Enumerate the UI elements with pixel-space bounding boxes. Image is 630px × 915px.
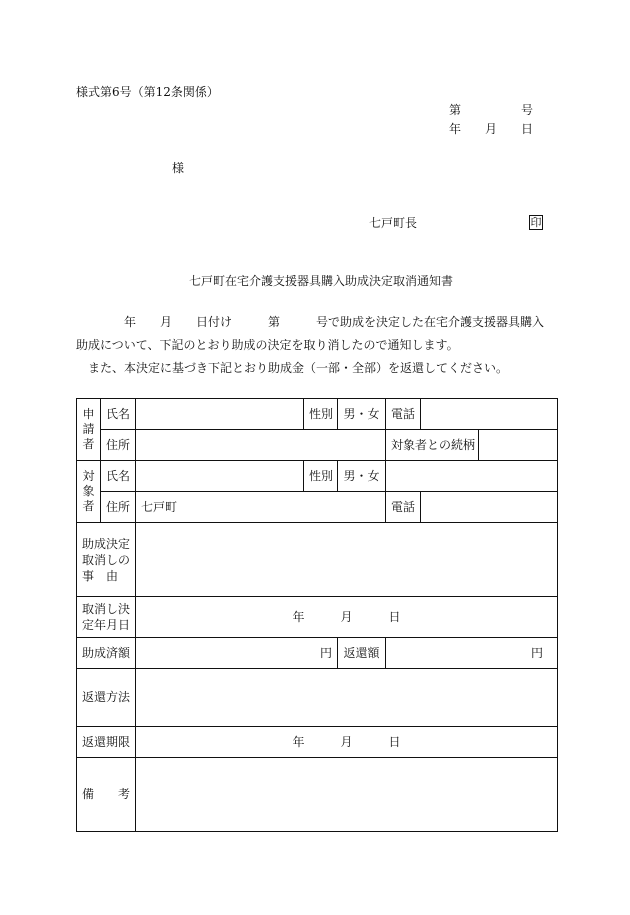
applicant-phone-field[interactable]	[421, 399, 558, 430]
doc-date-day: 日	[521, 122, 534, 136]
refund-label: 返還額	[338, 638, 386, 669]
body-line-1: 年 月 日付け 第 号で助成を決定した在宅介護支援器具購入	[76, 315, 545, 329]
form-number: 様式第6号（第12条関係）	[76, 85, 219, 99]
target-address-field[interactable]: 七戸町	[136, 492, 386, 523]
applicant-gender-label: 性別	[304, 399, 338, 430]
body-line-2: 助成について、下記のとおり助成の決定を取り消したので通知します。	[76, 338, 459, 352]
paid-yen: 円	[319, 645, 332, 660]
target-row-1	[77, 461, 558, 492]
remarks-field[interactable]	[136, 758, 558, 832]
seal-mark: 印	[530, 216, 542, 229]
target-blank-cell	[386, 461, 558, 492]
refund-amount-field[interactable]	[386, 638, 558, 669]
applicant-row-2	[77, 430, 558, 461]
cancel-date-year: 年	[292, 609, 305, 624]
reason-label: 助成決定取消しの事 由	[77, 523, 136, 597]
applicant-gender-options[interactable]: 男・女	[338, 399, 386, 430]
deadline-field[interactable]	[136, 727, 558, 758]
deadline-label: 返還期限	[77, 727, 136, 758]
applicant-phone-label: 電話	[386, 399, 421, 430]
cancel-date-field[interactable]	[136, 597, 558, 638]
target-address-label: 住所	[101, 492, 136, 523]
deadline-year: 年	[292, 734, 305, 749]
method-row	[77, 669, 558, 727]
applicant-name-field[interactable]	[136, 399, 304, 430]
doc-date-year: 年	[449, 122, 462, 136]
body-line-3: また、本決定に基づき下記とおり助成金（一部・全部）を返還してください。	[76, 361, 509, 375]
target-phone-label: 電話	[386, 492, 421, 523]
applicant-group-label: 申請者	[77, 399, 101, 461]
cancel-date-day: 日	[388, 609, 401, 624]
doc-date-month: 月	[485, 122, 498, 136]
cancel-date-label: 取消し決定年月日	[77, 597, 136, 638]
relation-label: 対象者との続柄	[386, 430, 479, 461]
addressee-suffix: 様	[172, 161, 185, 175]
application-table	[76, 398, 558, 832]
applicant-row-1	[77, 399, 558, 430]
target-gender-label: 性別	[304, 461, 338, 492]
doc-number-dai: 第	[449, 103, 462, 117]
paid-label: 助成済額	[77, 638, 136, 669]
relation-field[interactable]	[479, 430, 558, 461]
paid-amount-field[interactable]	[136, 638, 338, 669]
applicant-address-label: 住所	[101, 430, 136, 461]
remarks-label: 備 考	[77, 758, 136, 832]
method-label: 返還方法	[77, 669, 136, 727]
target-row-2	[77, 492, 558, 523]
cancel-date-row	[77, 597, 558, 638]
document-title: 七戸町在宅介護支援器具購入助成決定取消通知書	[189, 274, 454, 288]
target-name-label: 氏名	[101, 461, 136, 492]
reason-field[interactable]	[136, 523, 558, 597]
target-gender-options[interactable]: 男・女	[338, 461, 386, 492]
target-group-label: 対象者	[77, 461, 101, 523]
cancel-date-month: 月	[340, 609, 353, 624]
deadline-month: 月	[340, 734, 353, 749]
refund-yen: 円	[530, 645, 543, 660]
reason-row	[77, 523, 558, 597]
doc-number-go: 号	[521, 103, 534, 117]
target-name-field[interactable]	[136, 461, 304, 492]
applicant-name-label: 氏名	[101, 399, 136, 430]
remarks-row	[77, 758, 558, 832]
deadline-row	[77, 727, 558, 758]
applicant-address-field[interactable]	[136, 430, 386, 461]
amount-row	[77, 638, 558, 669]
target-phone-field[interactable]	[421, 492, 558, 523]
issuer: 七戸町長	[369, 216, 418, 230]
deadline-day: 日	[388, 734, 401, 749]
method-field[interactable]	[136, 669, 558, 727]
